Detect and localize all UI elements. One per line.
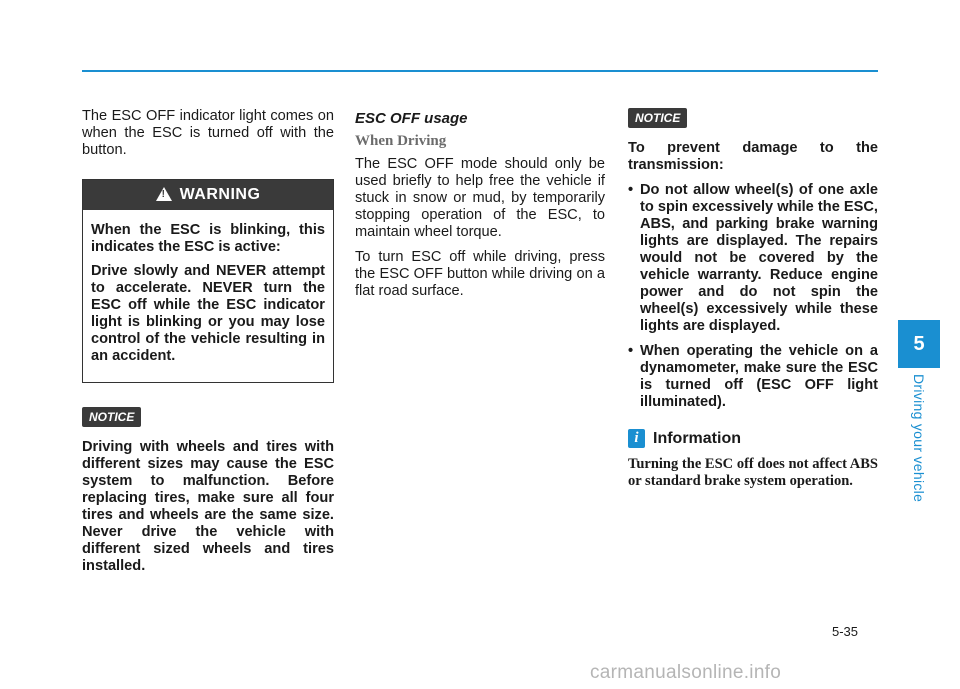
information-title: Information — [653, 430, 741, 447]
list-item: • When operating the vehicle on a dynamometer, make sure the ESC is turned off (ESC OFF light illuminated). — [628, 343, 878, 411]
notice-intro: To prevent damage to the transmission: — [628, 140, 878, 173]
top-rule — [82, 70, 878, 72]
notice-paragraph: Driving with wheels and tires with different sizes may cause the ESC system to malfunction. Before replacing tires, make sure all four tires and wheels are the same size. Never drive the vehicle with different sized wheels and tires installed. — [82, 439, 334, 574]
warning-paragraph-1: When the ESC is blinking, this indicates the ESC is active: — [91, 222, 325, 255]
section-heading: ESC OFF usage — [355, 110, 468, 127]
notice-bullet-list — [628, 182, 878, 411]
warning-triangle-icon: ! — [156, 187, 172, 201]
column-middle — [355, 108, 605, 308]
warning-paragraph-2: Drive slowly and NEVER attempt to accelerate. NEVER turn the ESC off while the ESC indicator light is blinking or you may lose control of the vehicle resulting in an accident. — [91, 263, 325, 364]
notice-badge: NOTICE — [82, 407, 141, 427]
section-side-title: Driving your vehicle — [911, 374, 927, 503]
notice-badge-right: NOTICE — [628, 108, 687, 128]
warning-label: WARNING — [179, 186, 261, 203]
subsection-heading: When Driving — [355, 133, 447, 149]
information-header — [628, 429, 878, 448]
info-icon: i — [628, 429, 645, 448]
usage-paragraph-2: To turn ESC off while driving, press the ESC OFF button while driving on a flat road surface. — [355, 249, 605, 299]
warning-box — [82, 179, 334, 383]
list-item: • Do not allow wheel(s) of one axle to spin excessively while the ESC, ABS, and parking brake warning lights are displayed. The repairs would not be covered by the vehicle warranty. Reduce engine power and do not spin the wheel(s) excessively while these lights are displayed. — [628, 182, 878, 335]
warning-body — [83, 210, 333, 382]
page-number: 5-35 — [832, 624, 859, 639]
usage-paragraph-1: The ESC OFF mode should only be used briefly to help free the vehicle if stuck in snow or mud, by temporarily stopping operation of the ESC, to maintain wheel torque. — [355, 156, 605, 240]
intro-paragraph: The ESC OFF indicator light comes on when the ESC is turned off with the button. — [82, 108, 334, 158]
chapter-tab: 5 — [898, 320, 940, 368]
information-text: Turning the ESC off does not affect ABS or standard brake system operation. — [628, 456, 878, 489]
watermark: carmanualsonline.info — [590, 662, 782, 683]
warning-header — [83, 180, 333, 210]
column-right — [628, 108, 878, 490]
column-left — [82, 108, 334, 583]
